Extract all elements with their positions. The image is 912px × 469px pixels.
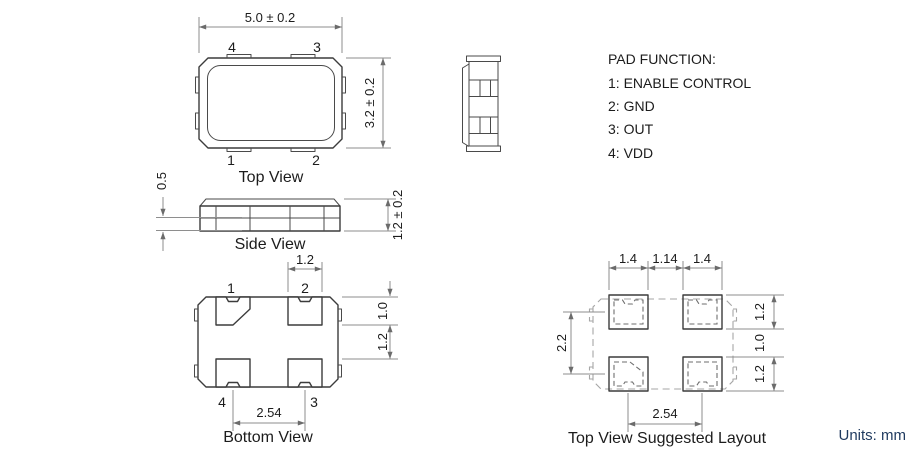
end-view-pad-band-2 — [469, 117, 498, 134]
top-view-caption: Top View — [238, 169, 304, 186]
pad-function-legend — [608, 51, 751, 161]
side-view-lid — [200, 199, 340, 206]
end-view-bottom-cap — [467, 146, 501, 152]
side-view-pad-height-dim: 0.5 — [154, 171, 169, 191]
pad-function-title: PAD FUNCTION: — [608, 51, 716, 67]
side-view-height-dim: 1.2 ± 0.2 — [390, 189, 405, 241]
pad-function-item-3: 3: OUT — [608, 121, 654, 137]
layout-dashed-pad-bottom-right — [688, 362, 717, 386]
pad-function-item-1: 1: ENABLE CONTROL — [608, 75, 752, 91]
layout-row-gap-dim: 1.0 — [752, 333, 767, 353]
layout-right-pad-width-dim: 1.4 — [692, 251, 712, 266]
bottom-view-pad1 — [216, 297, 250, 325]
bottom-view-pad1-label: 1 — [227, 280, 235, 296]
top-view — [196, 10, 392, 186]
pad-function-item-4: 4: VDD — [608, 145, 654, 161]
layout-dashed-pad-top-left — [614, 300, 643, 324]
layout-view-caption: Top View Suggested Layout — [567, 430, 767, 447]
top-view-pad1-label: 1 — [227, 152, 235, 168]
layout-pad-gap-dim: 1.14 — [652, 251, 678, 266]
top-view-package-outline — [199, 58, 342, 148]
bottom-view-pad2 — [288, 297, 322, 325]
layout-left-pad-width-dim: 1.4 — [618, 251, 638, 266]
end-view-pad-band-1-dividers — [480, 80, 491, 97]
bottom-view-pad2-label: 2 — [301, 280, 309, 296]
layout-pitch-dim: 2.54 — [652, 406, 678, 421]
end-view-lid-edge — [463, 64, 470, 147]
bottom-view-pad-height-dim: 1.0 — [375, 301, 390, 321]
layout-dashed-edge-notches — [590, 309, 737, 379]
bottom-view-pad3 — [288, 359, 322, 387]
side-view-caption: Side View — [234, 236, 306, 253]
layout-vertical-pitch-dim: 2.2 — [554, 333, 569, 353]
top-view-lid-outline — [208, 66, 335, 141]
end-view-pad-band-1 — [469, 80, 498, 97]
top-view-pad3-label: 3 — [313, 39, 321, 55]
layout-bottom-pad-height-dim: 1.2 — [752, 364, 767, 384]
bottom-view-pad-width-dim: 1.2 — [295, 252, 315, 267]
top-view-edge-pads — [196, 55, 346, 152]
bottom-view-pad3-label: 3 — [310, 394, 318, 410]
layout-view — [554, 251, 784, 447]
top-view-pad2-label: 2 — [312, 152, 320, 168]
end-view — [463, 56, 501, 152]
top-view-width-dim: 5.0 ± 0.2 — [244, 10, 296, 25]
units-note: Units: mm — [838, 427, 906, 444]
side-view-segments — [200, 206, 340, 231]
end-view-pad-band-2-dividers — [480, 117, 491, 134]
bottom-view-caption: Bottom View — [223, 429, 313, 446]
top-view-height-dim: 3.2 ± 0.2 — [362, 77, 377, 129]
bottom-view-pad4-label: 4 — [218, 394, 226, 410]
layout-left-ext — [563, 312, 605, 374]
end-view-top-cap — [467, 56, 501, 62]
bottom-view — [195, 252, 399, 446]
top-view-pad4-label: 4 — [228, 39, 236, 55]
bottom-view-pad4 — [216, 359, 250, 387]
side-view-pad-extension-lines — [156, 218, 242, 231]
layout-top-pad-height-dim: 1.2 — [752, 302, 767, 322]
layout-dashed-pad-bottom-left — [614, 362, 643, 386]
pad-function-item-2: 2: GND — [608, 98, 655, 114]
layout-dashed-pad-top-right — [688, 300, 717, 324]
bottom-view-row-gap-dim: 1.2 — [375, 332, 390, 352]
bottom-view-pitch-dim: 2.54 — [256, 405, 282, 420]
